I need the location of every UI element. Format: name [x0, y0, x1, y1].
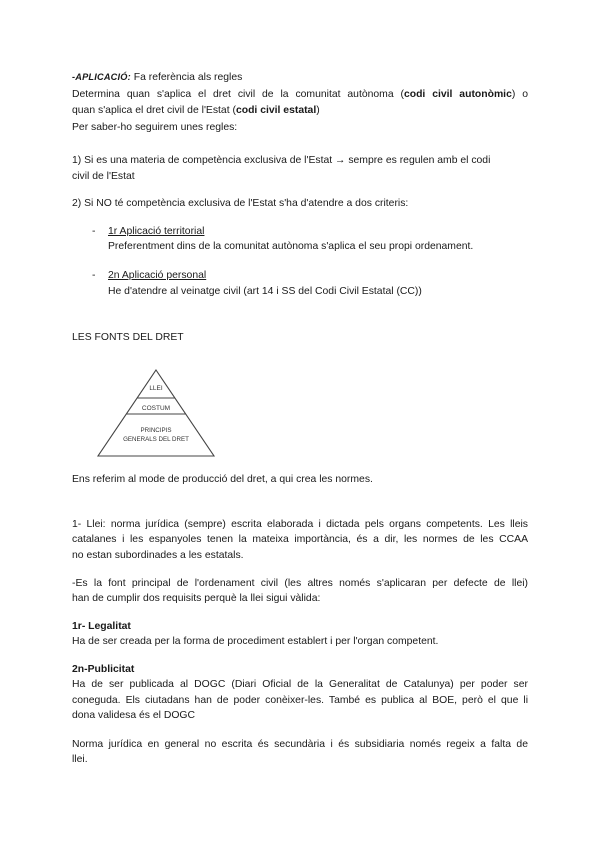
criterion-2-title: 2n Aplicació personal: [108, 270, 207, 281]
publicitat-line-2: coneguda. Els ciutadans han de poder conèixer-les. També es publica al BOE, però el que li: [72, 695, 528, 706]
aplicacio-line-1-text: Determina quan s'aplica el dret civil de la comunitat autònoma (: [72, 89, 404, 100]
criterion-1-title: 1r Aplicació territorial: [108, 226, 205, 237]
llei-p1-line-3: no estan subordinades a les estatals.: [72, 550, 244, 561]
llei-p1-line-2: catalanes i les espanyoles tenen la mateixa importància, és a dir, les normes de les CCAA: [72, 534, 528, 545]
publicitat-line-1: Ha de ser publicada al DOGC (Diari Oficial de la Generalitat de Catalunya) per poder ser: [72, 679, 528, 690]
norma-line-1: Norma jurídica en general no escrita és secundària i és subsidiaria només regeix a falta de: [72, 739, 528, 750]
aplicacio-line-2: [72, 103, 320, 118]
criterion-2-dash: -: [92, 270, 96, 281]
legalitat-text: Ha de ser creada per la forma de procediment establert i per l'organ competent.: [72, 636, 439, 647]
fonts-pyramid: [96, 368, 216, 458]
aplicacio-label: -APLICACIÓ:: [72, 72, 131, 82]
aplicacio-line-1: [72, 87, 528, 102]
llei-p1-line-1: 1- Llei: norma jurídica (sempre) escrita elaborada i dictada pels organs competents. Les lleis: [72, 519, 528, 530]
fonts-intro: Ens referim al mode de producció del dret, a qui crea les normes.: [72, 474, 373, 485]
criterion-2-desc: He d'atendre al veinatge civil (art 14 i SS del Codi Civil Estatal (CC)): [108, 286, 422, 297]
rule-1-line-2: civil de l'Estat: [72, 171, 135, 182]
pyramid-costum: COSTUM: [141, 405, 171, 412]
aplicacio-line-2-end: ): [316, 105, 320, 116]
aplicacio-line-2-text: quan s'aplica el dret civil de l'Estat (: [72, 105, 236, 116]
pyramid-llei: LLEI: [149, 385, 163, 392]
rule-2: 2) Si NO té competència exclusiva de l'Estat s'ha d'atendre a dos criteris:: [72, 198, 409, 209]
publicitat-title: 2n-Publicitat: [72, 664, 135, 675]
pyramid-outline: [98, 370, 214, 456]
criterion-1-dash: -: [92, 226, 96, 237]
aplicacio-line-3: Per saber-ho seguirem unes regles:: [72, 122, 238, 133]
llei-p2-line-1: -Es la font principal de l'ordenament civil (les altres només s'aplicaran per defecte de llei): [72, 578, 528, 589]
aplicacio-heading-rest: Fa referència als regles: [130, 72, 243, 83]
rule-1-line-1: 1) Si es una materia de competència exclusiva de l'Estat → sempre es regulen amb el codi: [72, 155, 491, 166]
fonts-heading: LES FONTS DEL DRET: [72, 332, 184, 343]
norma-line-2: llei.: [72, 754, 88, 765]
pyramid-principis: PRINCIPIS: [140, 427, 172, 434]
codi-civil-estatal: codi civil estatal: [235, 105, 317, 116]
aplicacio-heading: [72, 70, 242, 85]
criterion-1-desc: Preferentment dins de la comunitat autònoma s'aplica el seu propi ordenament.: [108, 241, 474, 252]
llei-p2-line-2: han de cumplir dos requisits perquè la llei sigui vàlida:: [72, 593, 321, 604]
pyramid-generals: GENERALS DEL DRET: [123, 436, 189, 443]
aplicacio-line-1-end: ) o: [511, 89, 528, 100]
legalitat-title: 1r- Legalitat: [72, 621, 131, 632]
publicitat-line-3: dona validesa és el DOGC: [72, 710, 196, 721]
codi-civil-autonomic: codi civil autonòmic: [403, 89, 512, 100]
